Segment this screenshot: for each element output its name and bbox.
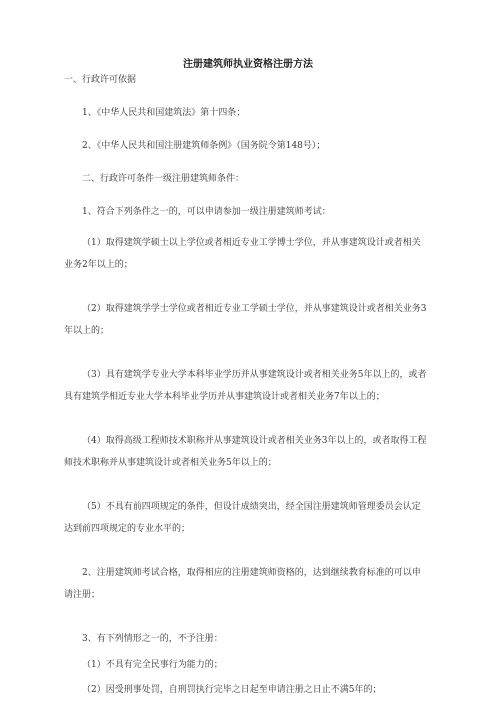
condition-item-3: 3、有下列情形之一的，不予注册： xyxy=(82,634,223,644)
exclusion-sub-1: （1）不具有完全民事行为能力的； xyxy=(82,660,223,670)
condition-sub-1: （1）取得建筑学硕士以上学位或者相近专业工学博士学位，并从事建筑设计或者相关业务2年以上的； xyxy=(64,238,421,270)
condition-item-1: 1、符合下列条件之一的，可以申请参加一级注册建筑师考试： xyxy=(82,207,331,217)
condition-sub-3: （3）具有建筑学专业大学本科毕业学历并从事建筑设计或者相关业务5年以上的，或者具有建筑学相近专业大学本科毕业学历并从事建筑设计或者相关业务7年以上的； xyxy=(64,370,427,402)
basis-item-1: 1、《中华人民共和国建筑法》第十四条； xyxy=(82,108,246,118)
basis-item-2: 2、《中华人民共和国注册建筑师条例》（国务院令第148号）； xyxy=(82,141,326,151)
condition-sub-4: （4）取得高级工程师技术职称并从事建筑设计或者相关业务3年以上的，或者取得工程师技术职称并从事建筑设计或者相关业务5年以上的； xyxy=(64,436,427,468)
section-heading-2: 二、行政许可条件一级注册建筑师条件： xyxy=(82,174,245,184)
section-heading-1: 一、行政许可依据 xyxy=(64,75,137,85)
condition-sub-2: （2）取得建筑学学士学位或者相近专业工学硕士学位，并从事建筑设计或者相关业务3年以上的； xyxy=(64,304,427,336)
condition-sub-5: （5）不具有前四项规定的条件，但设计成绩突出，经全国注册建筑师管理委员会认定达到前四项规定的专业水平的； xyxy=(64,502,421,534)
document-title: 注册建筑师执业资格注册方法 xyxy=(183,59,313,70)
condition-item-2: 2、注册建筑师考试合格，取得相应的注册建筑师资格的，达到继续教育标准的可以申请注册； xyxy=(64,568,421,600)
exclusion-sub-2: （2）因受刑事处罚，自刑罚执行完毕之日起至申请注册之日止不满5年的； xyxy=(82,685,382,695)
